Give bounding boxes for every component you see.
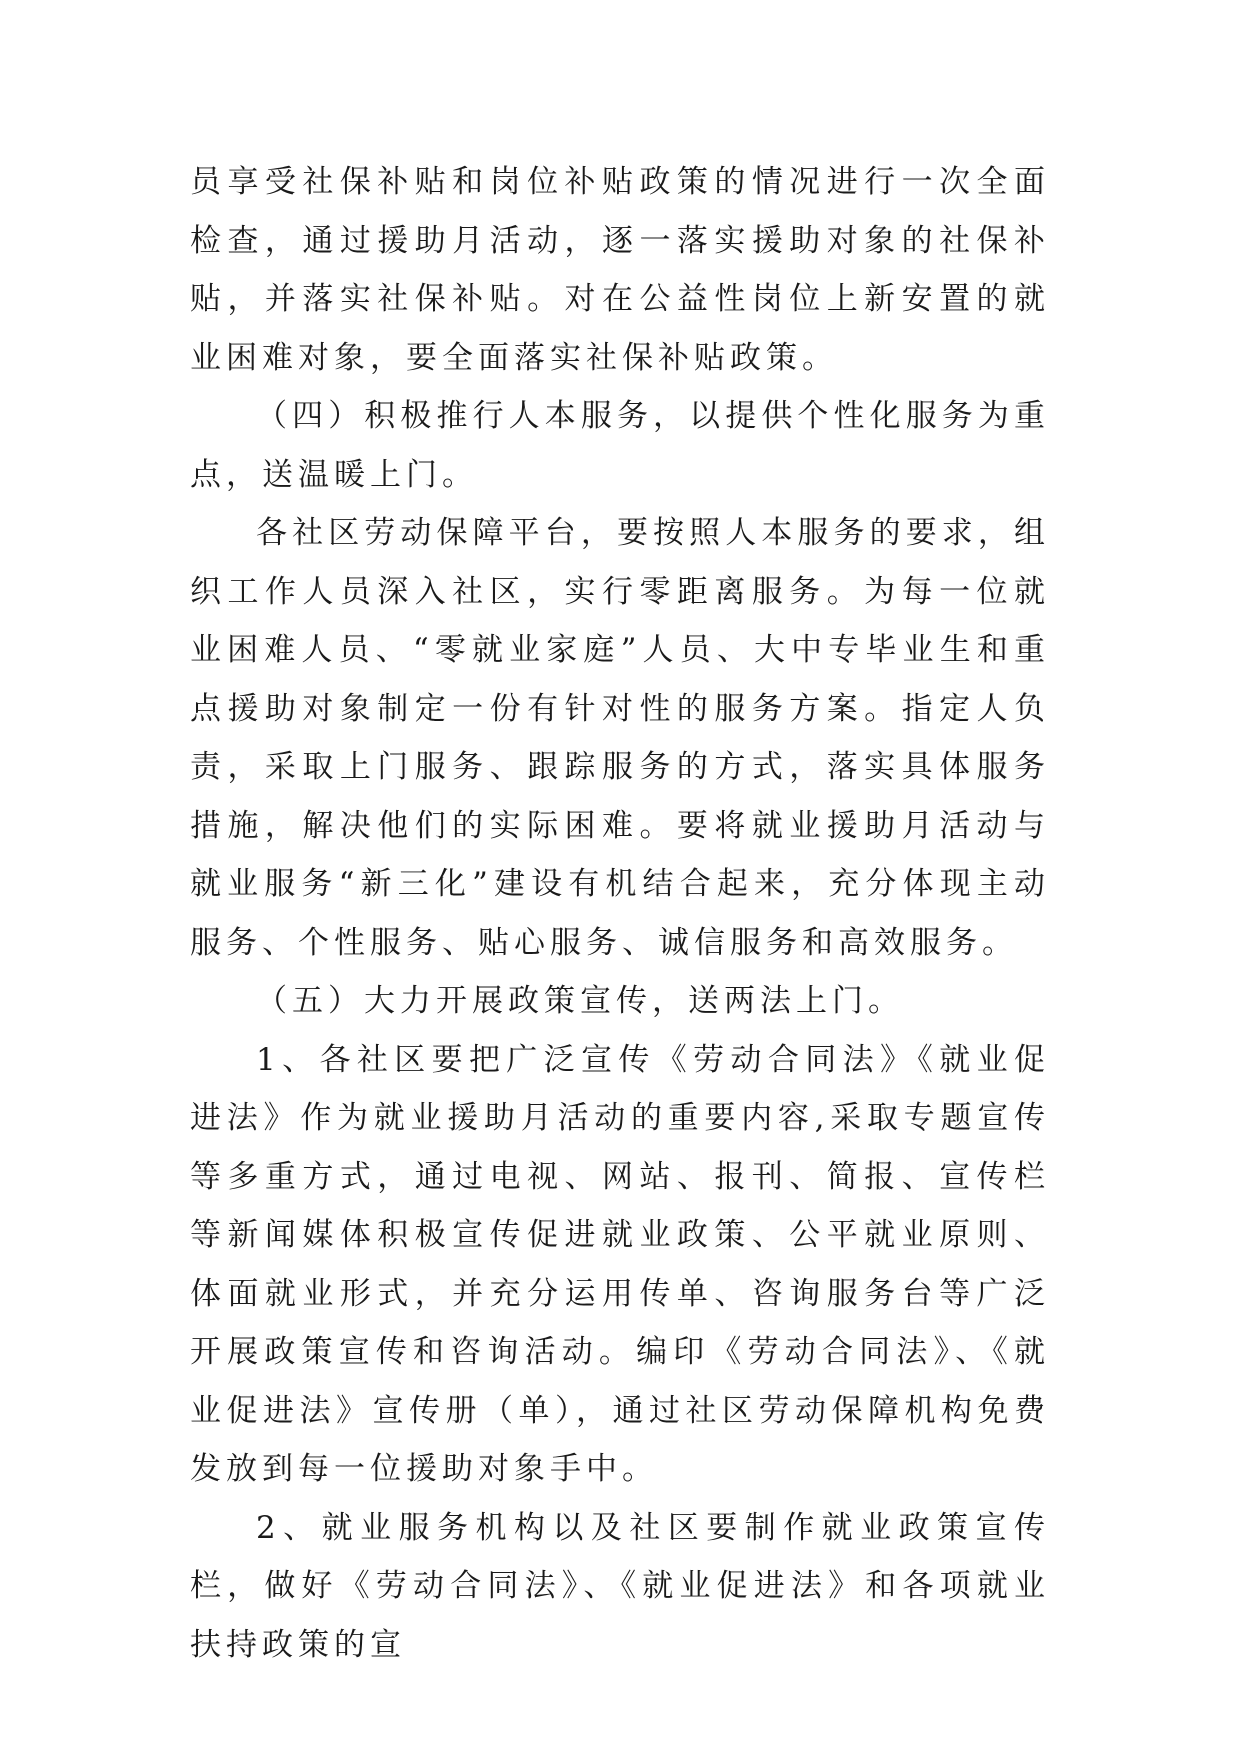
paragraph-community-labor-platform: 各社区劳动保障平台，要按照人本服务的要求，组织工作人员深入社区，实行零距离服务。为每一位就业困难人员、“零就业家庭”人员、大中专毕业生和重点援助对象制定一份有针对性的服务方案。指定人负责，采取上门服务、跟踪服务的方式，落实具体服务措施，解决他们的实际困难。要将就业援助月活动与就业服务“新三化”建设有机结合起来，充分体现主动服务、个性服务、贴心服务、诚信服务和高效服务。	[190, 515, 1050, 961]
heading-section-four: （四）积极推行人本服务，以提供个性化服务为重点，送温暖上门。	[190, 398, 1050, 493]
paragraph-social-insurance-subsidy: 员享受社保补贴和岗位补贴政策的情况进行一次全面检查，通过援助月活动，逐一落实援助对象的社保补贴，并落实社保补贴。对在公益性岗位上新安置的就业困难对象，要全面落实社保补贴政策。	[190, 164, 1050, 376]
paragraph-item-one-publicity: 1、各社区要把广泛宣传《劳动合同法》《就业促进法》作为就业援助月活动的重要内容,采取专题宣传等多重方式，通过电视、网站、报刊、简报、宣传栏等新闻媒体积极宣传促进就业政策、公平就业原则、体面就业形式，并充分运用传单、咨询服务台等广泛开展政策宣传和咨询活动。编印《劳动合同法》、《就业促进法》宣传册（单），通过社区劳动保障机构免费发放到每一位援助对象手中。	[190, 1041, 1050, 1487]
document-body	[190, 153, 1050, 1674]
heading-section-five: （五）大力开展政策宣传，送两法上门。	[256, 983, 904, 1019]
paragraph-item-two-bulletin: 2、就业服务机构以及社区要制作就业政策宣传栏，做好《劳动合同法》、《就业促进法》和各项就业扶持政策的宣	[190, 1509, 1050, 1663]
